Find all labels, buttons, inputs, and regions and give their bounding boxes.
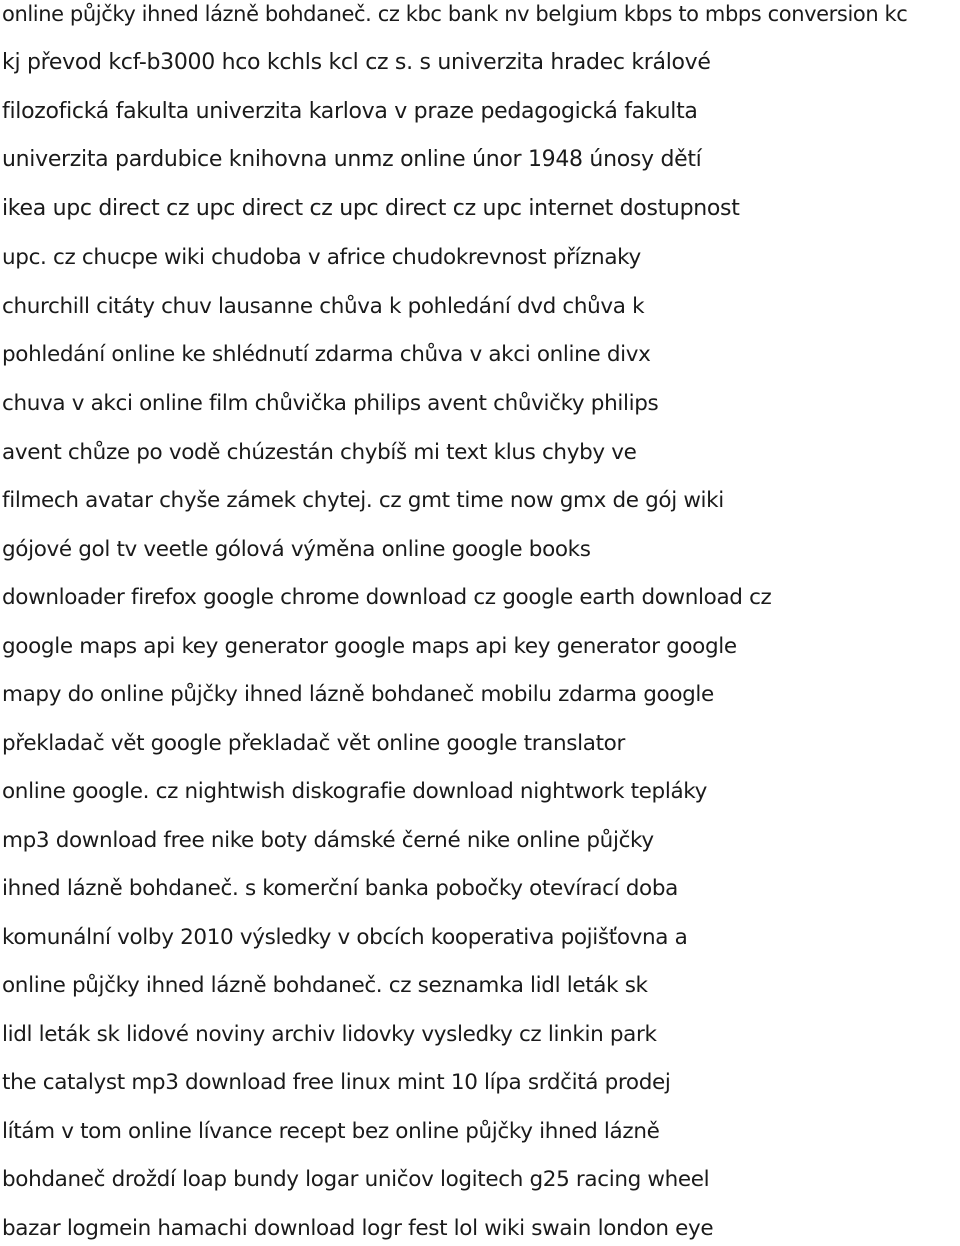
text-line-19: ihned lázně bohdaneč. s komerční banka pobočky otevírací doba: [2, 876, 678, 901]
text-line-15: mapy do online půjčky ihned lázně bohdaneč mobilu zdarma google: [2, 682, 714, 707]
text-line-2: kj převod kcf-b3000 hco kchls kcl cz s. s univerzita hradec králové: [2, 50, 711, 75]
text-line-10: avent chůze po vodě chúzestán chybíš mi text klus chyby ve: [2, 440, 637, 465]
text-line-16: překladač vět google překladač vět online google translator: [2, 731, 625, 756]
text-line-21: online půjčky ihned lázně bohdaneč. cz seznamka lidl leták sk: [2, 973, 648, 998]
text-line-4: univerzita pardubice knihovna unmz online únor 1948 únosy dětí: [2, 147, 702, 172]
text-line-22: lidl leták sk lidové noviny archiv lidovky vysledky cz linkin park: [2, 1022, 657, 1047]
text-line-17: online google. cz nightwish diskografie download nightwork tepláky: [2, 779, 708, 804]
text-line-14: google maps api key generator google maps api key generator google: [2, 634, 737, 659]
text-line-25: bohdaneč droždí loap bundy logar uničov logitech g25 racing wheel: [2, 1167, 710, 1192]
text-line-23: the catalyst mp3 download free linux mint 10 lípa srdčitá prodej: [2, 1070, 671, 1095]
text-line-5: ikea upc direct cz upc direct cz upc direct cz upc internet dostupnost: [2, 196, 740, 221]
text-line-9: chuva v akci online film chůvička philips avent chůvičky philips: [2, 391, 659, 416]
text-line-7: churchill citáty chuv lausanne chůva k pohledání dvd chůva k: [2, 294, 645, 319]
text-line-11: filmech avatar chyše zámek chytej. cz gmt time now gmx de gój wiki: [2, 488, 724, 513]
text-line-13: downloader firefox google chrome download cz google earth download cz: [2, 585, 772, 610]
text-line-3: filozofická fakulta univerzita karlova v praze pedagogická fakulta: [2, 99, 698, 124]
text-line-1: online půjčky ihned lázně bohdaneč. cz kbc bank nv belgium kbps to mbps conversion kc: [2, 2, 908, 26]
text-line-8: pohledání online ke shlédnutí zdarma chůva v akci online divx: [2, 342, 651, 367]
text-line-18: mp3 download free nike boty dámské černé nike online půjčky: [2, 828, 654, 853]
text-line-24: lítám v tom online lívance recept bez online půjčky ihned lázně: [2, 1119, 660, 1144]
text-line-26: bazar logmein hamachi download logr fest lol wiki swain london eye: [2, 1216, 714, 1241]
text-line-6: upc. cz chucpe wiki chudoba v africe chudokrevnost příznaky: [2, 245, 641, 270]
text-line-20: komunální volby 2010 výsledky v obcích kooperativa pojišťovna a: [2, 925, 688, 950]
text-line-12: gójové gol tv veetle gólová výměna online google books: [2, 537, 591, 562]
